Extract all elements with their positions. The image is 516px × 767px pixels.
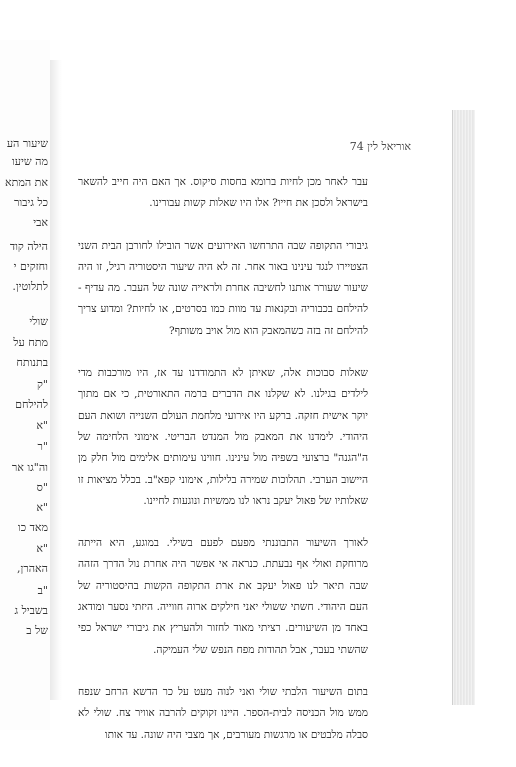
previous-page-line: מתח על	[13, 336, 48, 349]
previous-page-line: כל גיבור	[13, 196, 48, 209]
previous-page-line: אבי	[33, 216, 48, 229]
previous-page-line: שולי	[29, 315, 48, 328]
previous-page-line: "ר	[37, 440, 48, 453]
previous-page-line: מאד כו	[17, 521, 48, 534]
paragraph-5: בתום השיעור הלבתי שולי ואני לנוה מעט על כר הדשא הרחב שנפח ממש מול הכניסה לבית-הספר. היינו זקוקים להרבה אוויר צח. שולי לא סבלה מלבטים או מרגשות מעורבים, אך מצבי היה שונה. עד אותו	[78, 685, 368, 741]
paragraph-3: שאלות סבוכות אלה, שאיתן לא התמודדנו עד אז, היו מורכבות מדי לילדים בגילנו. לא שקלנו את הדברים ברמה התאורטית, כי אם מתוך יוקר אישית חזקה. ברקע היו אירועי מלחמת העולם השנייה ושואת העם היהודי. לימדנו את המאבק מול המנדט הבריטי. אימוני הלחימה של ה"הגנה" ברצועי בשפיה מול עינינו. חווינו עימותים אלימים מול חלק מן היישוב הערבי. תהלוכות שמירה בלילות, אימוני קפא"ב. בכלל מציאות זו שאלותיו של פאול יעקב נראו לנו ממשיות ונוגעות לחיינו.	[78, 367, 368, 507]
paragraph-1: עבר לאחר מכן לחיות ברומא בחסות סיקוס. אך האם היה חייב להשאר בישראל ולסכן את חייו? אלו היו שאלות קשות עבורינו.	[78, 176, 368, 210]
previous-page-line: לתלוטין.	[12, 280, 48, 293]
previous-page-line: "א	[36, 501, 48, 514]
previous-page-line: וה"גו אר	[11, 461, 48, 474]
previous-page-line: מה שיעו	[11, 155, 48, 168]
previous-page-line: שיעור הע	[6, 137, 48, 150]
book-gutter	[50, 60, 62, 700]
previous-page-line: "א	[36, 542, 48, 555]
previous-page-line: האהרן,	[17, 562, 48, 575]
body-text	[78, 172, 368, 767]
previous-page-line: הילה קוד	[9, 240, 48, 253]
paragraph-4: לאורך השיעור התבוננתי מפעם לפעם בשילי. במוגע, היא הייתה מרוחקת ואולי אף נבעתת. כנראה אי אפשר היה אחרת נול הדרך הזהה שבה תיאר לנו פאול יעקב את ארת התקופה הקשות בהיסטוריה של העם היהודי. חשתי ששולי יאני חילקים ארוה חווייה. היזתי נסער ומודאג באחד מן השיעורים. רציתי מאוד לחזור ולהעריץ את גיבורי ישראל כפי שהשתי בעבר, אבל תהודות מפח הנפש שלי העמיקה.	[78, 537, 368, 656]
previous-page-line: להילחם	[15, 398, 48, 411]
previous-page-line: "ק	[37, 378, 48, 391]
paragraph-2: גיבורי התקופה שבה התרחשו האירועים אשר הובילו לחורבן הבית השני הצטיירו לנגד עינינו באור אחר. זה לא היה שיעור היסטוריה רגיל, זו היה שיעור שעורר אותנו לחשיבה אחרת ולראייה שונה של העבר. מה עדיף - להילחם בכבוריה ובקנאות עד מוות כמו בסרטים, או לחיות? ומדוע צריך להילחם זה בזה כשהמאבק הוא מול אויב משותף?	[78, 239, 368, 337]
page-edges	[452, 110, 475, 705]
running-head: אוריאל לין 74	[349, 140, 411, 153]
previous-page-line: את המתא	[5, 176, 48, 189]
previous-page-line: בשביל ג	[14, 604, 48, 617]
previous-page-line: "א	[36, 419, 48, 432]
previous-page-line: בתנותח	[16, 356, 48, 369]
previous-page-line: וחזקים י	[13, 260, 48, 273]
previous-page-line: "ב	[37, 584, 48, 597]
previous-page-line: של ב	[26, 624, 48, 637]
previous-page-line: "ס	[36, 481, 48, 494]
